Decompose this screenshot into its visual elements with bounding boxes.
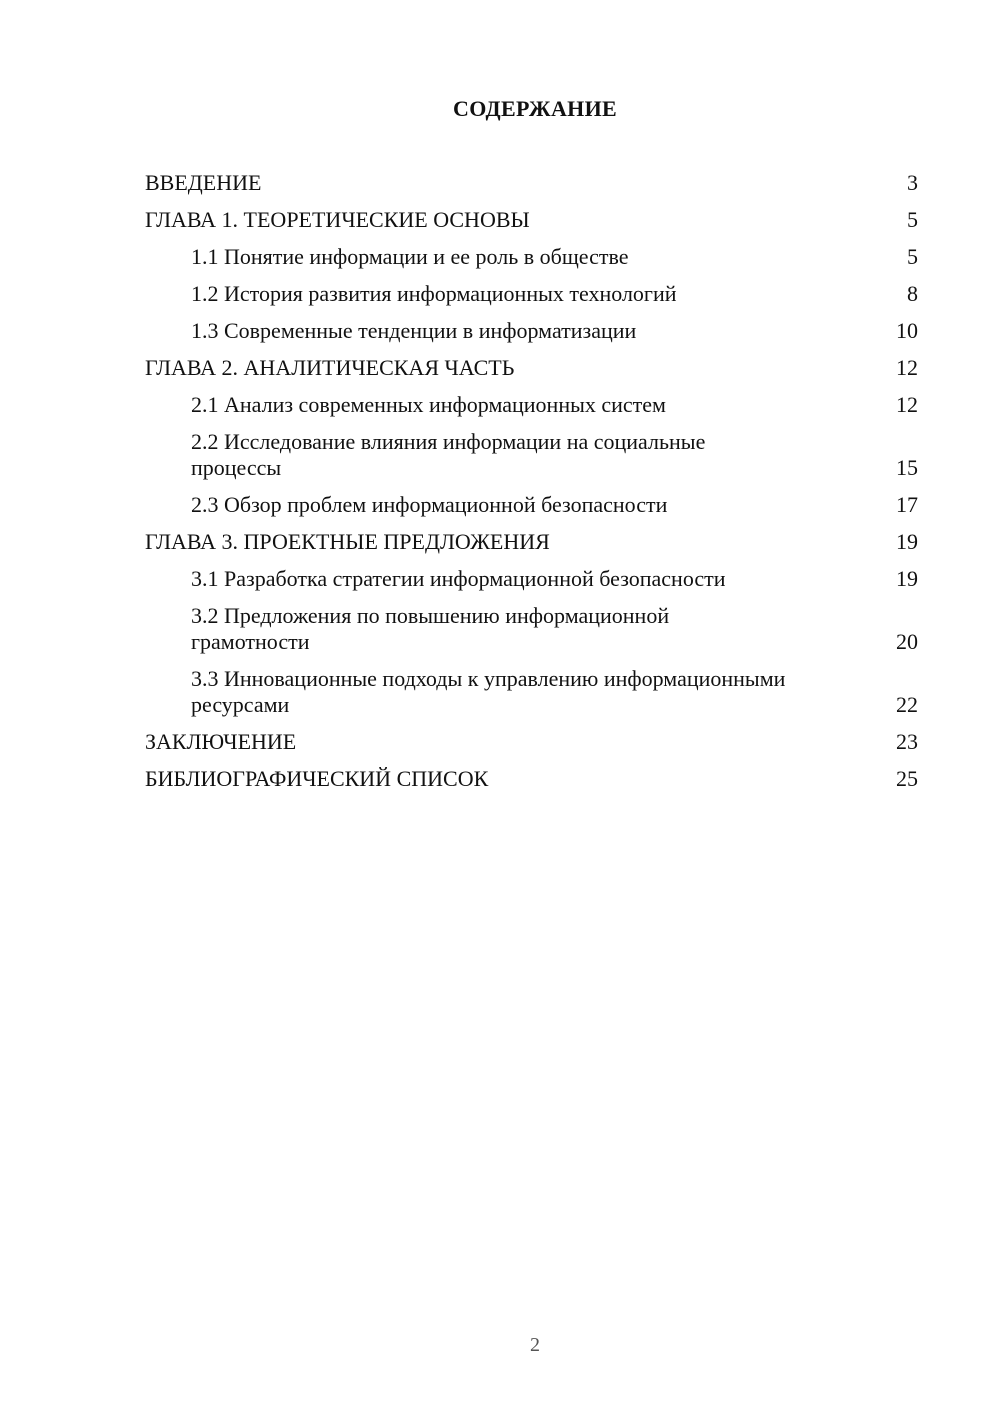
toc-subentry [145, 566, 918, 592]
toc-subentry [145, 603, 918, 655]
toc-entry-page: 25 [896, 766, 918, 791]
toc-entry [145, 355, 918, 381]
toc-subentry-label: 1.2 История развития информационных технологий [191, 281, 677, 306]
toc-subentry-label: 1.3 Современные тенденции в информатизации [191, 318, 637, 343]
toc-entry [145, 207, 918, 233]
toc-entry-page: 3 [907, 170, 918, 195]
toc-subentry-label: 3.3 Инновационные подходы к управлению информационными ресурсами [191, 666, 786, 717]
toc-subentry [145, 429, 918, 481]
toc-subentry-page: 19 [896, 566, 918, 591]
toc-subentry-page: 17 [896, 492, 918, 517]
toc-subentry-page: 20 [896, 629, 918, 654]
toc-entry [145, 170, 918, 196]
toc-entry-label: ЗАКЛЮЧЕНИЕ [145, 729, 297, 754]
toc-subentry-label: 3.2 Предложения по повышению информационной грамотности [191, 603, 670, 654]
toc-entry-label: ВВЕДЕНИЕ [145, 170, 262, 195]
table-of-contents [145, 170, 918, 803]
toc-subentry-label: 2.2 Исследование влияния информации на социальные процессы [191, 429, 706, 480]
toc-subentry-page: 5 [907, 244, 918, 269]
toc-subentry [145, 392, 918, 418]
toc-subentry-page: 10 [896, 318, 918, 343]
toc-subentry-label: 1.1 Понятие информации и ее роль в обществе [191, 244, 629, 269]
toc-entry-page: 12 [896, 355, 918, 380]
toc-entry-page: 5 [907, 207, 918, 232]
toc-entry [145, 729, 918, 755]
toc-subentry-label: 3.1 Разработка стратегии информационной безопасности [191, 566, 726, 591]
toc-subentry-label: 2.1 Анализ современных информационных систем [191, 392, 666, 417]
toc-entry-page: 23 [896, 729, 918, 754]
page-number: 2 [530, 1334, 540, 1356]
toc-entry-page: 19 [896, 529, 918, 554]
toc-entry [145, 529, 918, 555]
toc-subentry [145, 244, 918, 270]
toc-entry-label: БИБЛИОГРАФИЧЕСКИЙ СПИСОК [145, 766, 489, 791]
toc-entry [145, 766, 918, 792]
toc-subentry-page: 15 [896, 455, 918, 480]
toc-subentry [145, 666, 918, 718]
toc-subentry-label: 2.3 Обзор проблем информационной безопасности [191, 492, 668, 517]
toc-entry-label: ГЛАВА 3. ПРОЕКТНЫЕ ПРЕДЛОЖЕНИЯ [145, 529, 550, 554]
toc-entry-label: ГЛАВА 2. АНАЛИТИЧЕСКАЯ ЧАСТЬ [145, 355, 515, 380]
toc-subentry [145, 318, 918, 344]
toc-subentry-page: 12 [896, 392, 918, 417]
toc-entry-label: ГЛАВА 1. ТЕОРЕТИЧЕСКИЕ ОСНОВЫ [145, 207, 530, 232]
toc-subentry [145, 492, 918, 518]
page-title: СОДЕРЖАНИЕ [453, 96, 617, 121]
toc-subentry-page: 22 [896, 692, 918, 717]
toc-subentry [145, 281, 918, 307]
toc-subentry-page: 8 [907, 281, 918, 306]
